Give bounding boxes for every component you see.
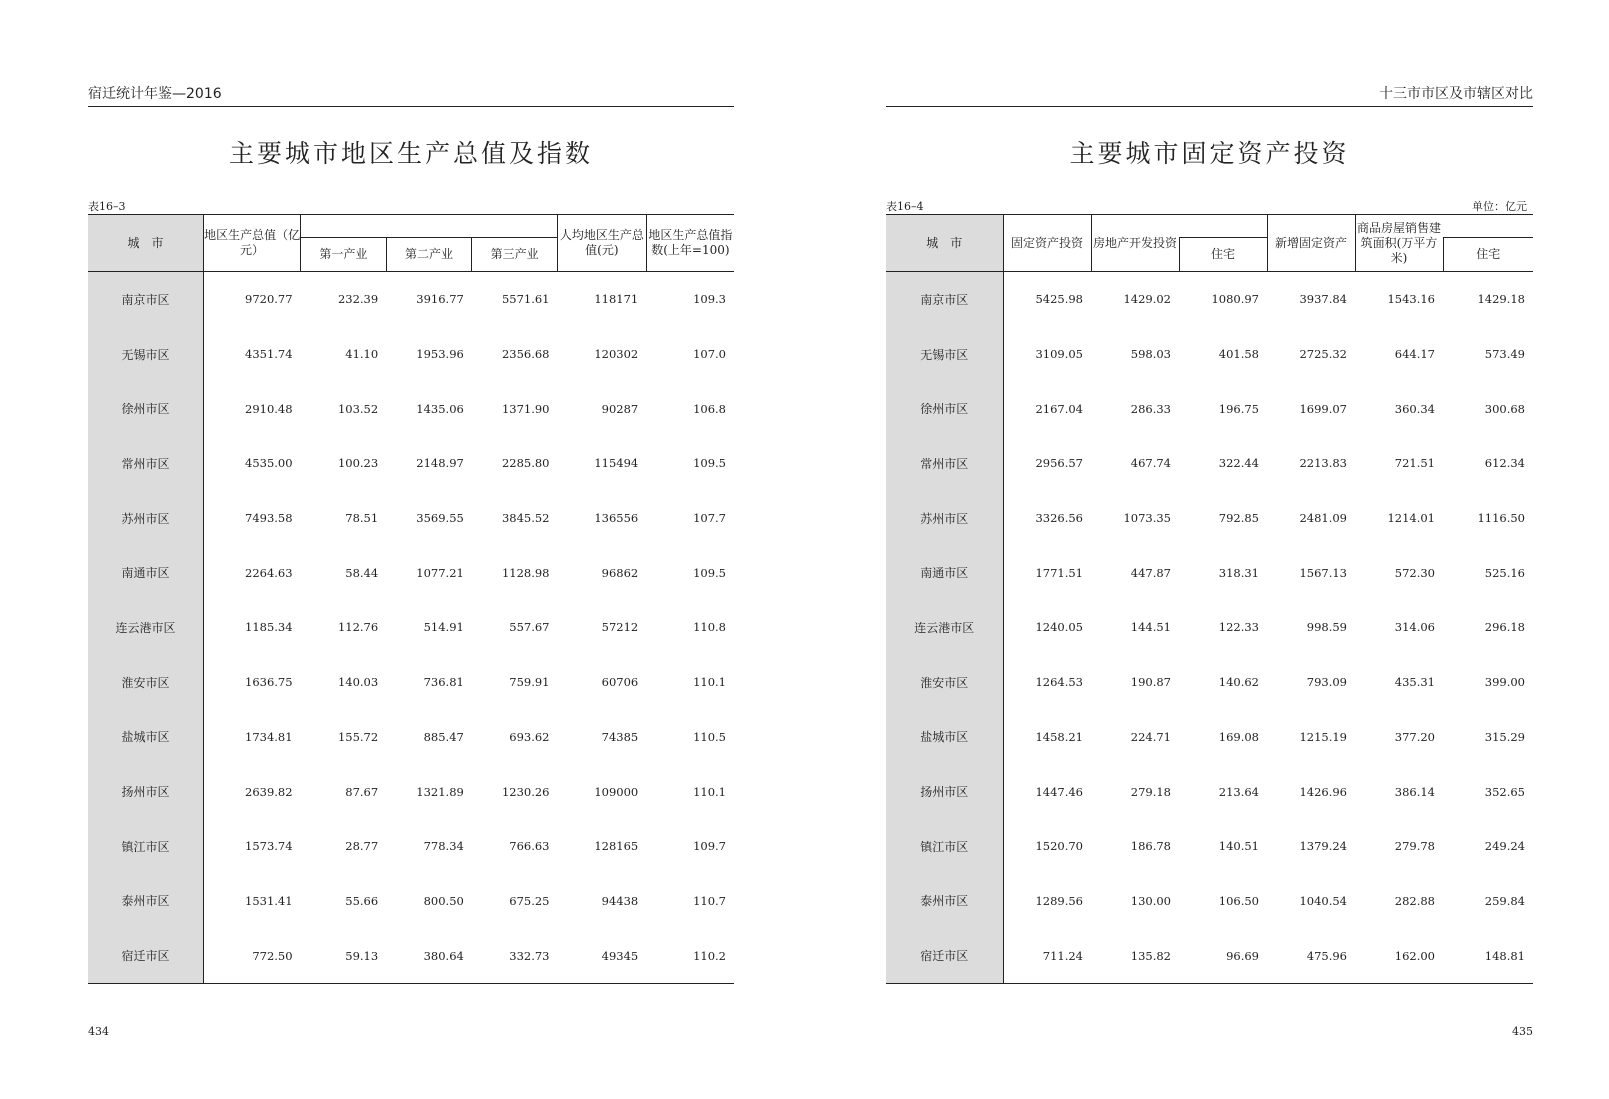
header-real-estate-spacer	[1179, 215, 1267, 238]
table-row	[886, 327, 1533, 382]
table-row	[886, 272, 1533, 327]
value-cell: 259.84	[1484, 893, 1525, 908]
running-head: 宿迁统计年鉴—2016	[88, 84, 734, 107]
value-cell: 1426.96	[1299, 784, 1347, 799]
value-cell: 162.00	[1355, 928, 1443, 983]
value-cell: 190.87	[1130, 675, 1171, 690]
value-cell: 352.65	[1484, 784, 1525, 799]
value-cell: 322.44	[1218, 456, 1259, 471]
value-cell: 1264.53	[1035, 675, 1083, 690]
header-gdp-spacer	[301, 215, 558, 238]
value-cell: 120302	[594, 347, 639, 362]
value-cell: 74385	[601, 729, 639, 744]
value-cell: 144.51	[1130, 620, 1171, 635]
value-cell: 475.96	[1267, 928, 1355, 983]
header-index: 地区生产总值指数(上年=100)	[646, 215, 734, 272]
table-row	[886, 381, 1533, 436]
value-cell: 2167.04	[1035, 401, 1083, 416]
value-cell: 94438	[601, 893, 639, 908]
unit-label: 单位：亿元	[1472, 200, 1527, 213]
value-cell: 778.34	[423, 839, 464, 854]
running-head: 十三市市区及市辖区对比	[886, 84, 1533, 107]
city-cell: 无锡市区	[88, 327, 204, 382]
value-cell: 109.5	[693, 456, 726, 471]
value-cell: 1771.51	[1035, 565, 1083, 580]
value-cell: 766.63	[509, 839, 550, 854]
value-cell: 106.8	[693, 401, 726, 416]
value-cell: 1080.97	[1211, 292, 1259, 307]
value-cell: 315.29	[1484, 729, 1525, 744]
table-number: 表16–4	[886, 200, 924, 213]
value-cell: 1230.26	[501, 784, 550, 799]
value-cell: 109000	[594, 784, 639, 799]
gdp-table-body	[88, 272, 734, 984]
value-cell: 130.00	[1130, 893, 1171, 908]
value-cell: 224.71	[1130, 729, 1171, 744]
city-cell: 镇江市区	[88, 819, 204, 874]
city-cell: 常州市区	[886, 436, 1003, 491]
city-cell: 扬州市区	[88, 764, 204, 819]
value-cell: 557.67	[509, 620, 550, 635]
value-cell: 318.31	[1218, 565, 1259, 580]
value-cell: 136556	[594, 511, 639, 526]
value-cell: 2725.32	[1299, 347, 1347, 362]
value-cell: 5571.61	[501, 292, 550, 307]
value-cell: 525.16	[1484, 565, 1525, 580]
table-row	[886, 764, 1533, 819]
value-cell: 169.08	[1218, 729, 1259, 744]
page-number: 434	[88, 1025, 109, 1038]
value-cell: 109.7	[693, 839, 726, 854]
city-cell: 盐城市区	[88, 710, 204, 765]
value-cell: 107.0	[693, 347, 726, 362]
table-row	[88, 710, 734, 765]
value-cell: 96862	[601, 565, 639, 580]
value-cell: 55.66	[345, 893, 379, 908]
value-cell: 3326.56	[1035, 511, 1083, 526]
value-cell: 186.78	[1130, 839, 1171, 854]
table-row	[886, 928, 1533, 983]
value-cell: 1371.90	[501, 401, 550, 416]
value-cell: 112.76	[337, 620, 379, 635]
value-cell: 3569.55	[416, 511, 464, 526]
table-number: 表16–3	[88, 200, 126, 213]
city-cell: 扬州市区	[886, 764, 1003, 819]
value-cell: 282.88	[1394, 893, 1435, 908]
value-cell: 110.1	[693, 675, 726, 690]
header-residential-1: 住宅	[1179, 238, 1267, 272]
right-page	[886, 0, 1533, 1099]
value-cell: 360.34	[1394, 401, 1435, 416]
value-cell: 998.59	[1306, 620, 1347, 635]
value-cell: 1215.19	[1299, 729, 1347, 744]
value-cell: 1073.35	[1123, 511, 1171, 526]
value-cell: 2356.68	[501, 347, 550, 362]
value-cell: 800.50	[423, 893, 464, 908]
value-cell: 514.91	[423, 620, 464, 635]
value-cell: 232.39	[337, 292, 379, 307]
value-cell: 1379.24	[1299, 839, 1347, 854]
city-cell: 镇江市区	[886, 819, 1003, 874]
fixed-assets-table-body	[886, 272, 1533, 984]
value-cell: 286.33	[1130, 401, 1171, 416]
city-cell: 宿迁市区	[886, 928, 1003, 983]
city-cell: 宿迁市区	[88, 928, 204, 983]
table-row	[886, 600, 1533, 655]
value-cell: 711.24	[1003, 928, 1091, 983]
page-title: 主要城市固定资产投资	[1069, 139, 1350, 168]
city-cell: 苏州市区	[886, 491, 1003, 546]
value-cell: 103.52	[337, 401, 379, 416]
value-cell: 148.81	[1443, 928, 1533, 983]
value-cell: 109.5	[693, 565, 726, 580]
header-new-fixed: 新增固定资产	[1267, 215, 1355, 272]
value-cell: 1699.07	[1299, 401, 1347, 416]
value-cell: 279.78	[1394, 839, 1435, 854]
table-row	[88, 491, 734, 546]
value-cell: 1636.75	[245, 675, 293, 690]
value-cell: 3109.05	[1035, 347, 1083, 362]
city-cell: 淮安市区	[886, 655, 1003, 710]
value-cell: 2148.97	[416, 456, 464, 471]
value-cell: 573.49	[1484, 347, 1525, 362]
city-cell: 淮安市区	[88, 655, 204, 710]
value-cell: 1573.74	[245, 839, 293, 854]
city-cell: 苏州市区	[88, 491, 204, 546]
value-cell: 110.2	[646, 928, 734, 983]
value-cell: 598.03	[1130, 347, 1171, 362]
city-cell: 常州市区	[88, 436, 204, 491]
value-cell: 736.81	[423, 675, 464, 690]
header-city: 城 市	[886, 215, 1003, 272]
value-cell: 41.10	[345, 347, 379, 362]
value-cell: 107.7	[693, 511, 726, 526]
value-cell: 693.62	[509, 729, 550, 744]
value-cell: 87.67	[345, 784, 379, 799]
gdp-table	[88, 214, 734, 984]
value-cell: 110.5	[693, 729, 726, 744]
city-cell: 连云港市区	[886, 600, 1003, 655]
table-row	[88, 655, 734, 710]
value-cell: 1077.21	[416, 565, 464, 580]
value-cell: 249.24	[1484, 839, 1525, 854]
value-cell: 1321.89	[416, 784, 464, 799]
value-cell: 792.85	[1218, 511, 1259, 526]
city-cell: 无锡市区	[886, 327, 1003, 382]
table-row	[886, 655, 1533, 710]
value-cell: 28.77	[345, 839, 379, 854]
value-cell: 1458.21	[1035, 729, 1083, 744]
value-cell: 109.3	[693, 292, 726, 307]
value-cell: 2213.83	[1299, 456, 1347, 471]
value-cell: 1240.05	[1035, 620, 1083, 635]
city-cell: 连云港市区	[88, 600, 204, 655]
value-cell: 380.64	[386, 928, 472, 983]
left-page	[88, 0, 734, 1099]
value-cell: 2956.57	[1035, 456, 1083, 471]
value-cell: 279.18	[1130, 784, 1171, 799]
value-cell: 721.51	[1394, 456, 1435, 471]
value-cell: 2285.80	[501, 456, 550, 471]
value-cell: 60706	[601, 675, 639, 690]
value-cell: 128165	[594, 839, 639, 854]
value-cell: 135.82	[1091, 928, 1179, 983]
table-row	[88, 764, 734, 819]
value-cell: 2264.63	[245, 565, 293, 580]
value-cell: 3916.77	[416, 292, 464, 307]
value-cell: 1128.98	[501, 565, 550, 580]
value-cell: 435.31	[1394, 675, 1435, 690]
value-cell: 2481.09	[1299, 511, 1347, 526]
value-cell: 59.13	[301, 928, 387, 983]
value-cell: 57212	[601, 620, 639, 635]
value-cell: 447.87	[1130, 565, 1171, 580]
value-cell: 399.00	[1484, 675, 1525, 690]
value-cell: 78.51	[345, 511, 379, 526]
value-cell: 300.68	[1484, 401, 1525, 416]
value-cell: 196.75	[1218, 401, 1259, 416]
table-row	[88, 928, 734, 983]
value-cell: 1185.34	[245, 620, 293, 635]
value-cell: 115494	[594, 456, 639, 471]
table-row	[886, 545, 1533, 600]
value-cell: 1543.16	[1387, 292, 1435, 307]
city-cell: 南通市区	[88, 545, 204, 600]
value-cell: 1520.70	[1035, 839, 1083, 854]
value-cell: 377.20	[1394, 729, 1435, 744]
value-cell: 1567.13	[1299, 565, 1347, 580]
header-per-capita: 人均地区生产总值(元)	[558, 215, 647, 272]
city-cell: 徐州市区	[886, 381, 1003, 436]
value-cell: 96.69	[1179, 928, 1267, 983]
value-cell: 140.62	[1218, 675, 1259, 690]
value-cell: 1214.01	[1387, 511, 1435, 526]
value-cell: 759.91	[509, 675, 550, 690]
value-cell: 213.64	[1218, 784, 1259, 799]
table-row	[88, 874, 734, 929]
value-cell: 885.47	[423, 729, 464, 744]
value-cell: 4351.74	[245, 347, 293, 362]
page-number: 435	[1512, 1025, 1533, 1038]
value-cell: 572.30	[1394, 565, 1435, 580]
value-cell: 3845.52	[501, 511, 550, 526]
value-cell: 401.58	[1218, 347, 1259, 362]
value-cell: 4535.00	[245, 456, 293, 471]
value-cell: 100.23	[337, 456, 379, 471]
value-cell: 49345	[558, 928, 647, 983]
table-row	[88, 381, 734, 436]
city-cell: 泰州市区	[88, 874, 204, 929]
value-cell: 90287	[601, 401, 639, 416]
city-cell: 南京市区	[88, 272, 204, 327]
table-row	[88, 327, 734, 382]
value-cell: 793.09	[1306, 675, 1347, 690]
value-cell: 2639.82	[245, 784, 293, 799]
value-cell: 106.50	[1218, 893, 1259, 908]
value-cell: 332.73	[472, 928, 558, 983]
table-row	[886, 436, 1533, 491]
value-cell: 7493.58	[245, 511, 293, 526]
value-cell: 772.50	[204, 928, 301, 983]
table-row	[88, 272, 734, 327]
value-cell: 2910.48	[245, 401, 293, 416]
value-cell: 5425.98	[1035, 292, 1083, 307]
value-cell: 296.18	[1484, 620, 1525, 635]
value-cell: 1040.54	[1299, 893, 1347, 908]
value-cell: 140.51	[1218, 839, 1259, 854]
value-cell: 1116.50	[1477, 511, 1525, 526]
value-cell: 110.7	[693, 893, 726, 908]
value-cell: 1429.18	[1477, 292, 1525, 307]
header-tertiary: 第三产业	[472, 238, 558, 272]
header-sales-area: 商品房屋销售建筑面积(万平方米)	[1355, 215, 1443, 272]
header-primary: 第一产业	[301, 238, 387, 272]
fixed-assets-table	[886, 214, 1533, 984]
city-cell: 盐城市区	[886, 710, 1003, 765]
value-cell: 3937.84	[1299, 292, 1347, 307]
page-title: 主要城市地区生产总值及指数	[228, 139, 593, 168]
value-cell: 1953.96	[416, 347, 464, 362]
value-cell: 155.72	[337, 729, 379, 744]
value-cell: 1447.46	[1035, 784, 1083, 799]
table-row	[88, 436, 734, 491]
value-cell: 612.34	[1484, 456, 1525, 471]
value-cell: 118171	[594, 292, 639, 307]
header-gdp: 地区生产总值（亿元）	[204, 215, 301, 272]
city-cell: 徐州市区	[88, 381, 204, 436]
value-cell: 140.03	[337, 675, 379, 690]
value-cell: 314.06	[1394, 620, 1435, 635]
header-secondary: 第二产业	[386, 238, 472, 272]
header-residential-2: 住宅	[1443, 238, 1533, 272]
table-row	[886, 491, 1533, 546]
value-cell: 467.74	[1130, 456, 1171, 471]
value-cell: 110.1	[693, 784, 726, 799]
value-cell: 386.14	[1394, 784, 1435, 799]
value-cell: 122.33	[1218, 620, 1259, 635]
table-row	[886, 874, 1533, 929]
header-city: 城 市	[88, 215, 204, 272]
table-row	[88, 819, 734, 874]
table-row	[886, 710, 1533, 765]
value-cell: 1734.81	[245, 729, 293, 744]
city-cell: 南京市区	[886, 272, 1003, 327]
table-row	[886, 819, 1533, 874]
table-row	[88, 600, 734, 655]
value-cell: 110.8	[693, 620, 726, 635]
city-cell: 南通市区	[886, 545, 1003, 600]
value-cell: 1429.02	[1123, 292, 1171, 307]
value-cell: 675.25	[509, 893, 550, 908]
value-cell: 1435.06	[416, 401, 464, 416]
header-sales-spacer	[1443, 215, 1533, 238]
value-cell: 9720.77	[245, 292, 293, 307]
table-row	[88, 545, 734, 600]
value-cell: 1289.56	[1035, 893, 1083, 908]
value-cell: 1531.41	[245, 893, 293, 908]
header-fixed-assets: 固定资产投资	[1003, 215, 1091, 272]
header-real-estate: 房地产开发投资	[1091, 215, 1179, 272]
city-cell: 泰州市区	[886, 874, 1003, 929]
value-cell: 644.17	[1394, 347, 1435, 362]
value-cell: 58.44	[345, 565, 379, 580]
